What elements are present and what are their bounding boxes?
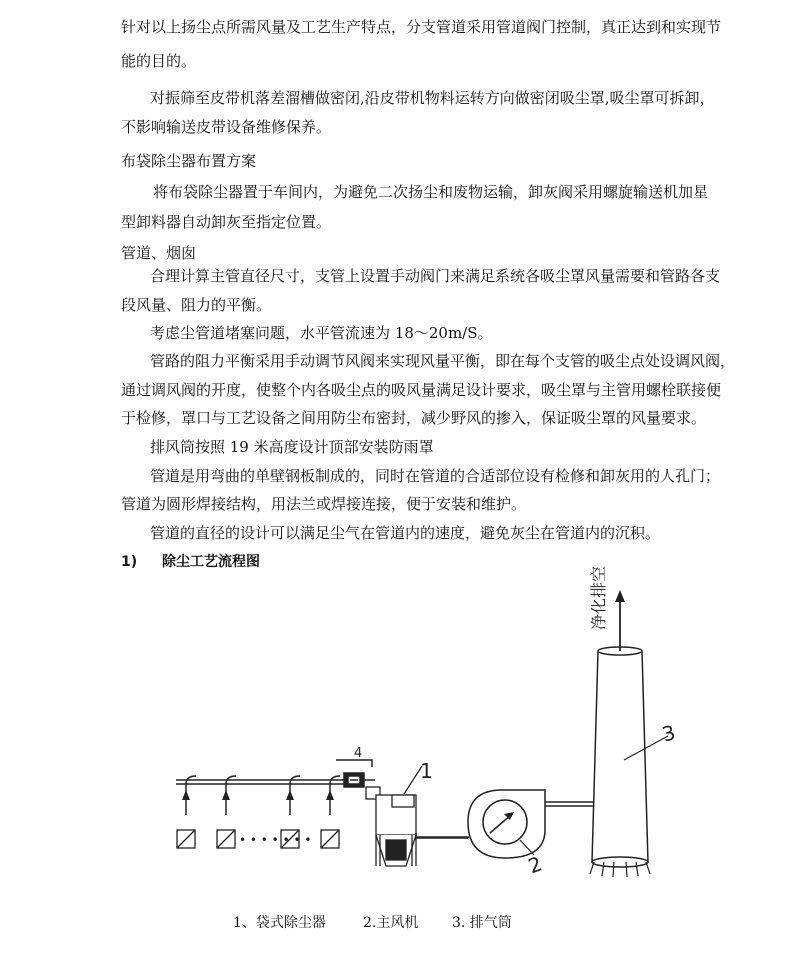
ellipsis-dots: • • • • • • • [239,833,312,847]
section-title: 除尘工艺流程图 [162,554,260,570]
label-2: 2 [524,851,546,879]
paragraph-line: 合理计算主管直径尺寸，支管上设置手动阀门来满足系统各吸尘罩风量需要和管路各支 [150,267,721,285]
branch-arrow [182,790,190,800]
paragraph-line: 管道为圆形焊接结构，用法兰或焊接连接，便于安装和维护。 [121,495,527,513]
branch-arrow [326,790,334,800]
caption-exhaust-stack: 3. 排气筒 [452,915,512,931]
paragraph-line: 段风量、阻力的平衡。 [121,296,272,314]
fan-impeller [483,800,527,844]
subheading: 布袋除尘器布置方案 [121,152,257,170]
stack-base [592,857,648,867]
branch-arrow [222,790,230,800]
paragraph-line: 考虑尘管道堵塞问题，水平管流速为 18～20m/S。 [150,324,493,342]
paragraph-line: 排风筒按照 19 米高度设计顶部安装防雨罩 [150,438,434,456]
paragraph-line: 管路的阻力平衡采用手动调节风阀来实现风量平衡，即在每个支管的吸尘点处设调风阀， [150,352,736,370]
paragraph-line: 对振筛至皮带机落差溜槽做密闭,沿皮带机物料运转方向做密闭吸尘罩,吸尘罩可拆卸， [150,89,715,107]
filter-top-box [392,795,414,807]
paragraph-line: 管道是用弯曲的单壁钢板制成的，同时在管道的合适部位设有检修和卸灰用的人孔门； [150,467,721,485]
stack-fin [590,862,594,874]
subheading: 管道、烟囱 [121,244,197,262]
label-4-leader [336,760,372,767]
paragraph-line: 于检修，罩口与工艺设备之间用防尘布密封，减少野风的掺入，保证吸尘罩的风量要求。 [121,409,707,427]
paragraph-line: 能的目的。 [121,52,197,70]
label-4: 4 [354,746,363,761]
filter-discharge [386,840,406,860]
caption-main-fan: 2.主风机 [363,915,419,931]
section-number: 1) [121,554,138,570]
caption-bag-filter: 1、袋式除尘器 [233,915,326,931]
exhaust-arrow-head [615,590,625,602]
exhaust-stack [592,651,648,862]
paragraph-line: 将布袋除尘器置于车间内，为避免二次扬尘和废物运输，卸灰阀采用螺旋输送机加星 [153,183,709,201]
branch-arrow [286,790,294,800]
label-1: 1 [420,759,433,783]
label-3: 3 [659,720,678,747]
paragraph-line: 不影响输送皮带设备维修保养。 [121,118,332,136]
paragraph-line: 型卸料器自动卸灰至指定位置。 [121,213,332,231]
stack-text: 净化排空 [589,565,608,630]
paragraph-line: 通过调风阀的开度，使整个内各吸尘点的吸风量满足设计要求，吸尘罩与主管用螺栓联接便 [121,381,722,399]
paragraph-line: 管道的直径的设计可以满足尘气在管道内的速度，避免灰尘在管道内的沉积。 [150,524,661,542]
paragraph-line: 针对以上扬尘点所需风量及工艺生产特点，分支管道采用管道阀门控制，真正达到和实现节 [121,18,722,36]
stack-fin [646,862,650,874]
